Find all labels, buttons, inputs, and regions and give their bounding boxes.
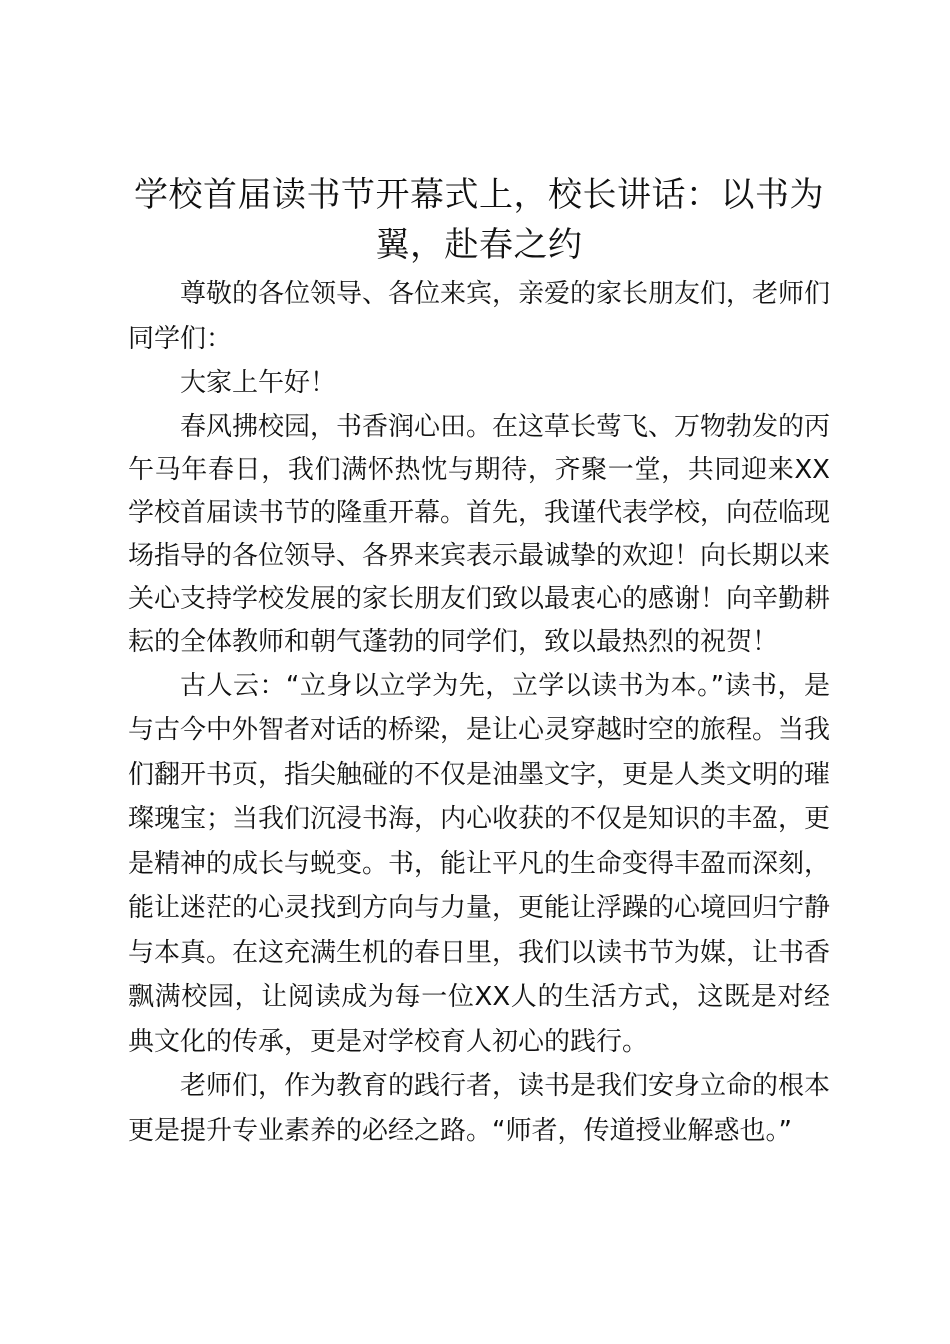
body-paragraph-reading: 古人云：“立身以立学为先，立学以读书为本。”读书，是与古今中外智者对话的桥梁，是让心灵穿越时空的旅程。当我们翻开书页，指尖触碰的不仅是油墨文字，更是人类文明的璀璨瑰宝；当我们沉浸书海，内心收获的不仅是知识的丰盈，更是精神的成长与蜕变。书，能让平凡的生命变得丰盈而深刻，能让迷茫的心灵找到方向与力量，更能让浮躁的心境回归宁静与本真。在这充满生机的春日里，我们以读书节为媒，让书香飘满校园，让阅读成为每一位XX人的生活方式，这既是对经典文化的传承，更是对学校育人初心的践行。	[128, 670, 831, 1057]
body-paragraph-welcome: 春风拂校园，书香润心田。在这草长莺飞、万物勃发的丙午马年春日，我们满怀热忱与期待，齐聚一堂，共同迎来XX学校首届读书节的隆重开幕。首先，我谨代表学校，向莅临现场指导的各位领导、各界来宾表示最诚挚的欢迎！向长期以来关心支持学校发展的家长朋友们致以最衷心的感谢！向辛勤耕耘的全体教师和朝气蓬勃的同学们，致以最热烈的祝贺！	[128, 411, 831, 657]
salutation-paragraph: 尊敬的各位领导、各位来宾，亲爱的家长朋友们，老师们同学们：	[128, 279, 831, 354]
document-title: 学校首届读书节开幕式上，校长讲话：以书为翼，赴春之约	[134, 175, 824, 265]
body-paragraph-teachers: 老师们，作为教育的践行者，读书是我们安身立命的根本更是提升专业素养的必经之路。“师者，传道授业解惑也。”	[128, 1071, 831, 1146]
document-page	[128, 170, 830, 1153]
greeting-paragraph: 大家上午好！	[180, 368, 337, 398]
